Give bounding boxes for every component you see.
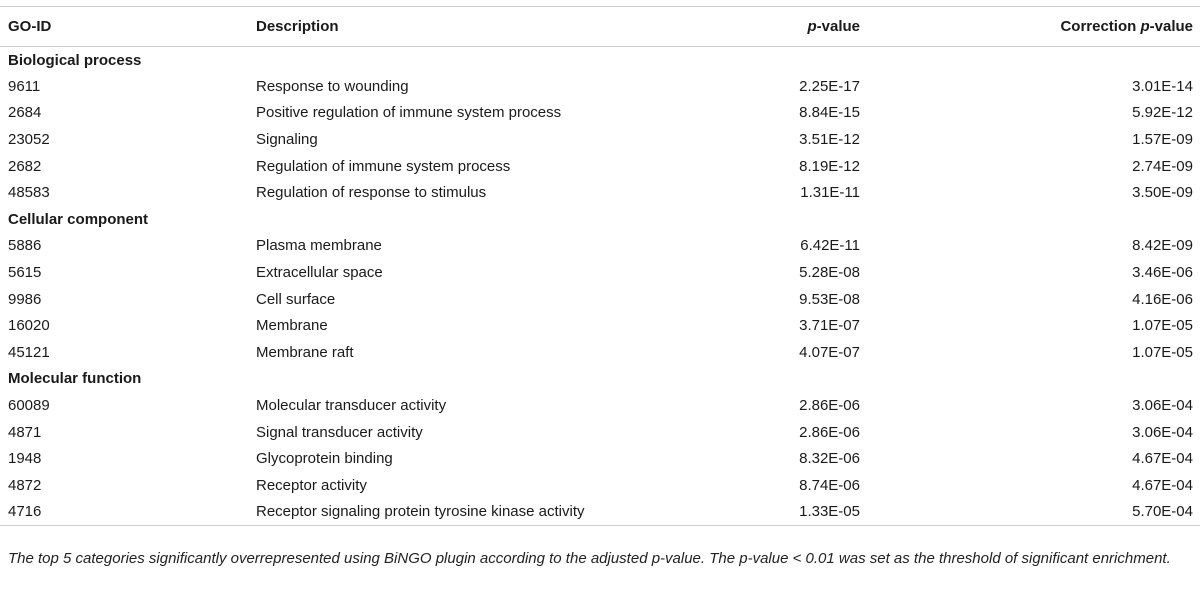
cell-description: Extracellular space: [256, 264, 383, 282]
cell-correction-pvalue: 8.42E-09: [1132, 237, 1193, 255]
cell-pvalue: 5.28E-08: [799, 264, 860, 282]
cell-correction-pvalue: 1.07E-05: [1132, 343, 1193, 361]
header-correction-suffix: -value: [1149, 18, 1193, 35]
cell-correction-pvalue: 4.67E-04: [1132, 476, 1193, 494]
cell-pvalue: 8.19E-12: [799, 157, 860, 175]
table-row: [0, 286, 1200, 313]
table-row: [0, 100, 1200, 127]
header-correction-pvalue: [860, 7, 1200, 47]
cell-goid: 2682: [8, 157, 42, 175]
cell-description: Membrane: [256, 317, 328, 335]
cell-goid: 9611: [8, 77, 41, 95]
table-row: [0, 312, 1200, 339]
header-pvalue-suffix: -value: [816, 18, 860, 35]
cell-pvalue: 4.07E-07: [799, 343, 860, 361]
table-row: [0, 73, 1200, 100]
cell-pvalue: 2.25E-17: [799, 77, 860, 95]
cell-goid: 2684: [8, 104, 42, 122]
cell-goid: 4716: [0, 499, 248, 526]
cell-description: Response to wounding: [256, 77, 409, 95]
cell-description: Plasma membrane: [256, 237, 382, 255]
cell-correction-pvalue: 5.92E-12: [1132, 104, 1193, 122]
cell-pvalue: 2.86E-06: [799, 423, 860, 441]
cell-description: Glycoprotein binding: [256, 450, 393, 468]
cell-correction-pvalue: 3.50E-09: [1132, 184, 1193, 202]
table-footnote: The top 5 categories significantly overrepresented using BiNGO plugin according to the adjusted p-value. The p-value < 0.01 was set as the threshold of significant enrichment.: [8, 550, 1171, 567]
cell-correction-pvalue: 3.06E-04: [1132, 423, 1193, 441]
section-title: Biological process: [8, 51, 142, 69]
table-row: [0, 153, 1200, 180]
section-row: [0, 366, 1200, 393]
cell-description: Regulation of response to stimulus: [256, 184, 487, 202]
cell-correction-pvalue: 4.16E-06: [1132, 290, 1193, 308]
cell-goid: 1948: [8, 450, 42, 468]
cell-pvalue: 8.84E-15: [799, 104, 860, 122]
cell-correction-pvalue: 1.07E-05: [1132, 317, 1193, 335]
cell-description: Positive regulation of immune system process: [256, 104, 562, 122]
cell-pvalue: 1.33E-05: [748, 499, 860, 526]
cell-description: Signaling: [256, 131, 318, 149]
cell-pvalue: 9.53E-08: [799, 290, 860, 308]
table-row: [0, 499, 1200, 526]
table-row: [0, 472, 1200, 499]
cell-goid: 4872: [8, 476, 42, 494]
header-correction-p: p: [1140, 18, 1150, 35]
section-title: Cellular component: [8, 210, 149, 228]
cell-goid: 23052: [8, 131, 50, 149]
header-row: [0, 7, 1200, 47]
section-title: Molecular function: [8, 370, 142, 388]
cell-goid: 45121: [8, 343, 50, 361]
cell-description: Membrane raft: [256, 343, 354, 361]
cell-correction-pvalue: 5.70E-04: [860, 499, 1200, 526]
cell-correction-pvalue: 4.67E-04: [1132, 450, 1193, 468]
section-row: [0, 206, 1200, 233]
cell-description: Receptor activity: [256, 476, 367, 494]
cell-pvalue: 8.32E-06: [799, 450, 860, 468]
table-row: [0, 419, 1200, 446]
header-pvalue-p: p: [807, 18, 817, 35]
cell-pvalue: 3.51E-12: [799, 131, 860, 149]
cell-description: Cell surface: [256, 290, 336, 308]
cell-pvalue: 1.31E-11: [800, 184, 860, 202]
table-row: [0, 445, 1200, 472]
cell-pvalue: 8.74E-06: [799, 476, 860, 494]
cell-description: Receptor signaling protein tyrosine kinase activity: [248, 499, 748, 526]
cell-goid: 4871: [8, 423, 42, 441]
table-row: [0, 392, 1200, 419]
cell-description: Molecular transducer activity: [256, 397, 447, 415]
table-row: [0, 339, 1200, 366]
cell-goid: 48583: [8, 184, 50, 202]
go-enrichment-table-container: [0, 6, 1200, 526]
header-goid: GO-ID: [0, 7, 248, 47]
cell-correction-pvalue: 3.01E-14: [1132, 77, 1193, 95]
header-description: Description: [248, 7, 748, 47]
cell-pvalue: 6.42E-11: [800, 237, 860, 255]
table-row: [0, 233, 1200, 260]
table-body: [0, 47, 1200, 526]
cell-goid: 60089: [8, 397, 50, 415]
go-enrichment-table: [0, 6, 1200, 526]
cell-goid: 9986: [8, 290, 42, 308]
table-row: [0, 179, 1200, 206]
cell-correction-pvalue: 3.06E-04: [1132, 397, 1193, 415]
cell-description: Regulation of immune system process: [256, 157, 511, 175]
cell-correction-pvalue: 3.46E-06: [1132, 264, 1193, 282]
table-header: [0, 7, 1200, 47]
cell-pvalue: 3.71E-07: [799, 317, 860, 335]
header-correction-prefix: Correction: [1060, 18, 1141, 35]
cell-goid: 16020: [8, 317, 50, 335]
cell-pvalue: 2.86E-06: [799, 397, 860, 415]
table-row: [0, 126, 1200, 153]
cell-correction-pvalue: 1.57E-09: [1132, 131, 1193, 149]
cell-goid: 5615: [8, 264, 42, 282]
cell-description: Signal transducer activity: [256, 423, 423, 441]
header-pvalue: [748, 7, 860, 47]
cell-goid: 5886: [8, 237, 42, 255]
table-row: [0, 259, 1200, 286]
cell-correction-pvalue: 2.74E-09: [1132, 157, 1193, 175]
section-row: [0, 47, 1200, 74]
